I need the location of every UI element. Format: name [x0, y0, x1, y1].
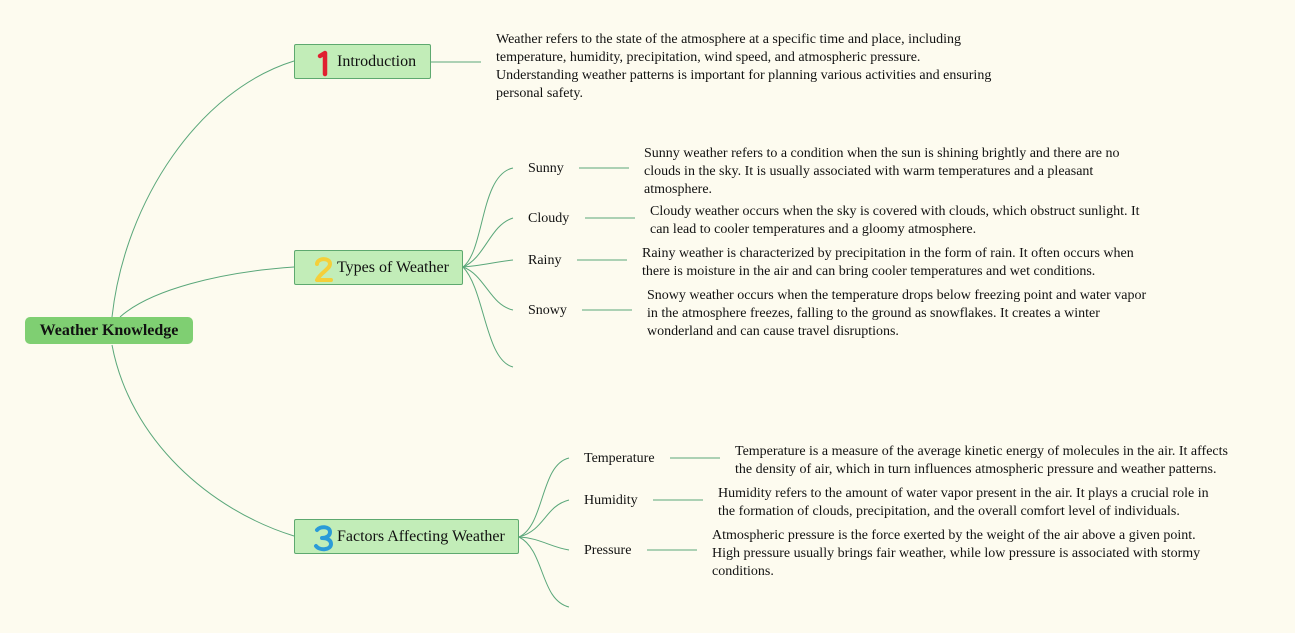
number-three-icon	[311, 523, 337, 551]
pressure-description: Atmospheric pressure is the force exerted by the weight of the air above a given point. High pressure usually brings fair weather, while low pressure is associated with stormy conditions.	[712, 528, 1201, 579]
introduction-description: Weather refers to the state of the atmosphere at a specific time and place, including temperature, humidity, precipitation, wind speed, and atmospheric pressure. Understanding weather patterns is important for planning various activities and ensuring personal safety.	[496, 32, 992, 101]
topic-types-of-weather[interactable]	[294, 250, 463, 285]
number-one-icon	[311, 48, 337, 76]
subtopic-snowy[interactable]: Snowy	[528, 303, 567, 318]
root-to-introduction-connector	[112, 61, 294, 317]
root-to-types-connector	[120, 267, 294, 317]
subtopic-sunny[interactable]: Sunny	[528, 161, 564, 176]
subtopic-rainy[interactable]: Rainy	[528, 253, 562, 268]
types-to-snowy-connector	[463, 267, 513, 310]
topic-introduction-label: Introduction	[337, 52, 417, 70]
sunny-description: Sunny weather refers to a condition when the sun is shining brightly and there are no clouds in the sky. It is usually associated with warm temperatures and a pleasant atmosphere.	[644, 146, 1120, 197]
rainy-description: Rainy weather is characterized by precipitation in the form of rain. It often occurs when there is moisture in the air and can bring cooler temperatures and wet conditions.	[642, 246, 1134, 279]
factors-to-empty-connector	[519, 537, 569, 607]
factors-to-pressure-connector	[519, 537, 569, 550]
number-two-icon	[311, 254, 337, 282]
subtopic-humidity[interactable]: Humidity	[584, 493, 638, 508]
subtopic-temperature[interactable]: Temperature	[584, 451, 655, 466]
root-node[interactable]	[25, 317, 193, 344]
subtopic-cloudy[interactable]: Cloudy	[528, 211, 570, 226]
root-node-label: Weather Knowledge	[39, 321, 179, 339]
humidity-description: Humidity refers to the amount of water vapor present in the air. It plays a crucial role in the formation of clouds, precipitation, and the overall comfort level of individuals.	[718, 486, 1209, 519]
factors-to-temperature-connector	[519, 458, 569, 537]
cloudy-description: Cloudy weather occurs when the sky is covered with clouds, which obstruct sunlight. It can lead to cooler temperatures and a gloomy atmosphere.	[650, 204, 1140, 237]
topic-types-of-weather-label: Types of Weather	[337, 258, 449, 276]
types-to-empty-connector	[463, 267, 513, 367]
temperature-description: Temperature is a measure of the average kinetic energy of molecules in the air. It affects the density of air, which in turn influences atmospheric pressure and weather patterns.	[735, 444, 1228, 477]
types-to-sunny-connector	[463, 168, 513, 267]
types-to-cloudy-connector	[463, 218, 513, 267]
topic-factors-affecting-weather[interactable]	[294, 519, 519, 554]
snowy-description: Snowy weather occurs when the temperature drops below freezing point and water vapor in the atmosphere freezes, falling to the ground as snowflakes. It creates a winter wonderland and can cause travel disruptions.	[647, 288, 1147, 339]
topic-factors-affecting-weather-label: Factors Affecting Weather	[337, 527, 505, 545]
subtopic-pressure[interactable]: Pressure	[584, 543, 632, 558]
root-to-factors-connector	[112, 345, 294, 536]
types-to-rainy-connector	[463, 260, 513, 267]
topic-introduction[interactable]	[294, 44, 431, 79]
